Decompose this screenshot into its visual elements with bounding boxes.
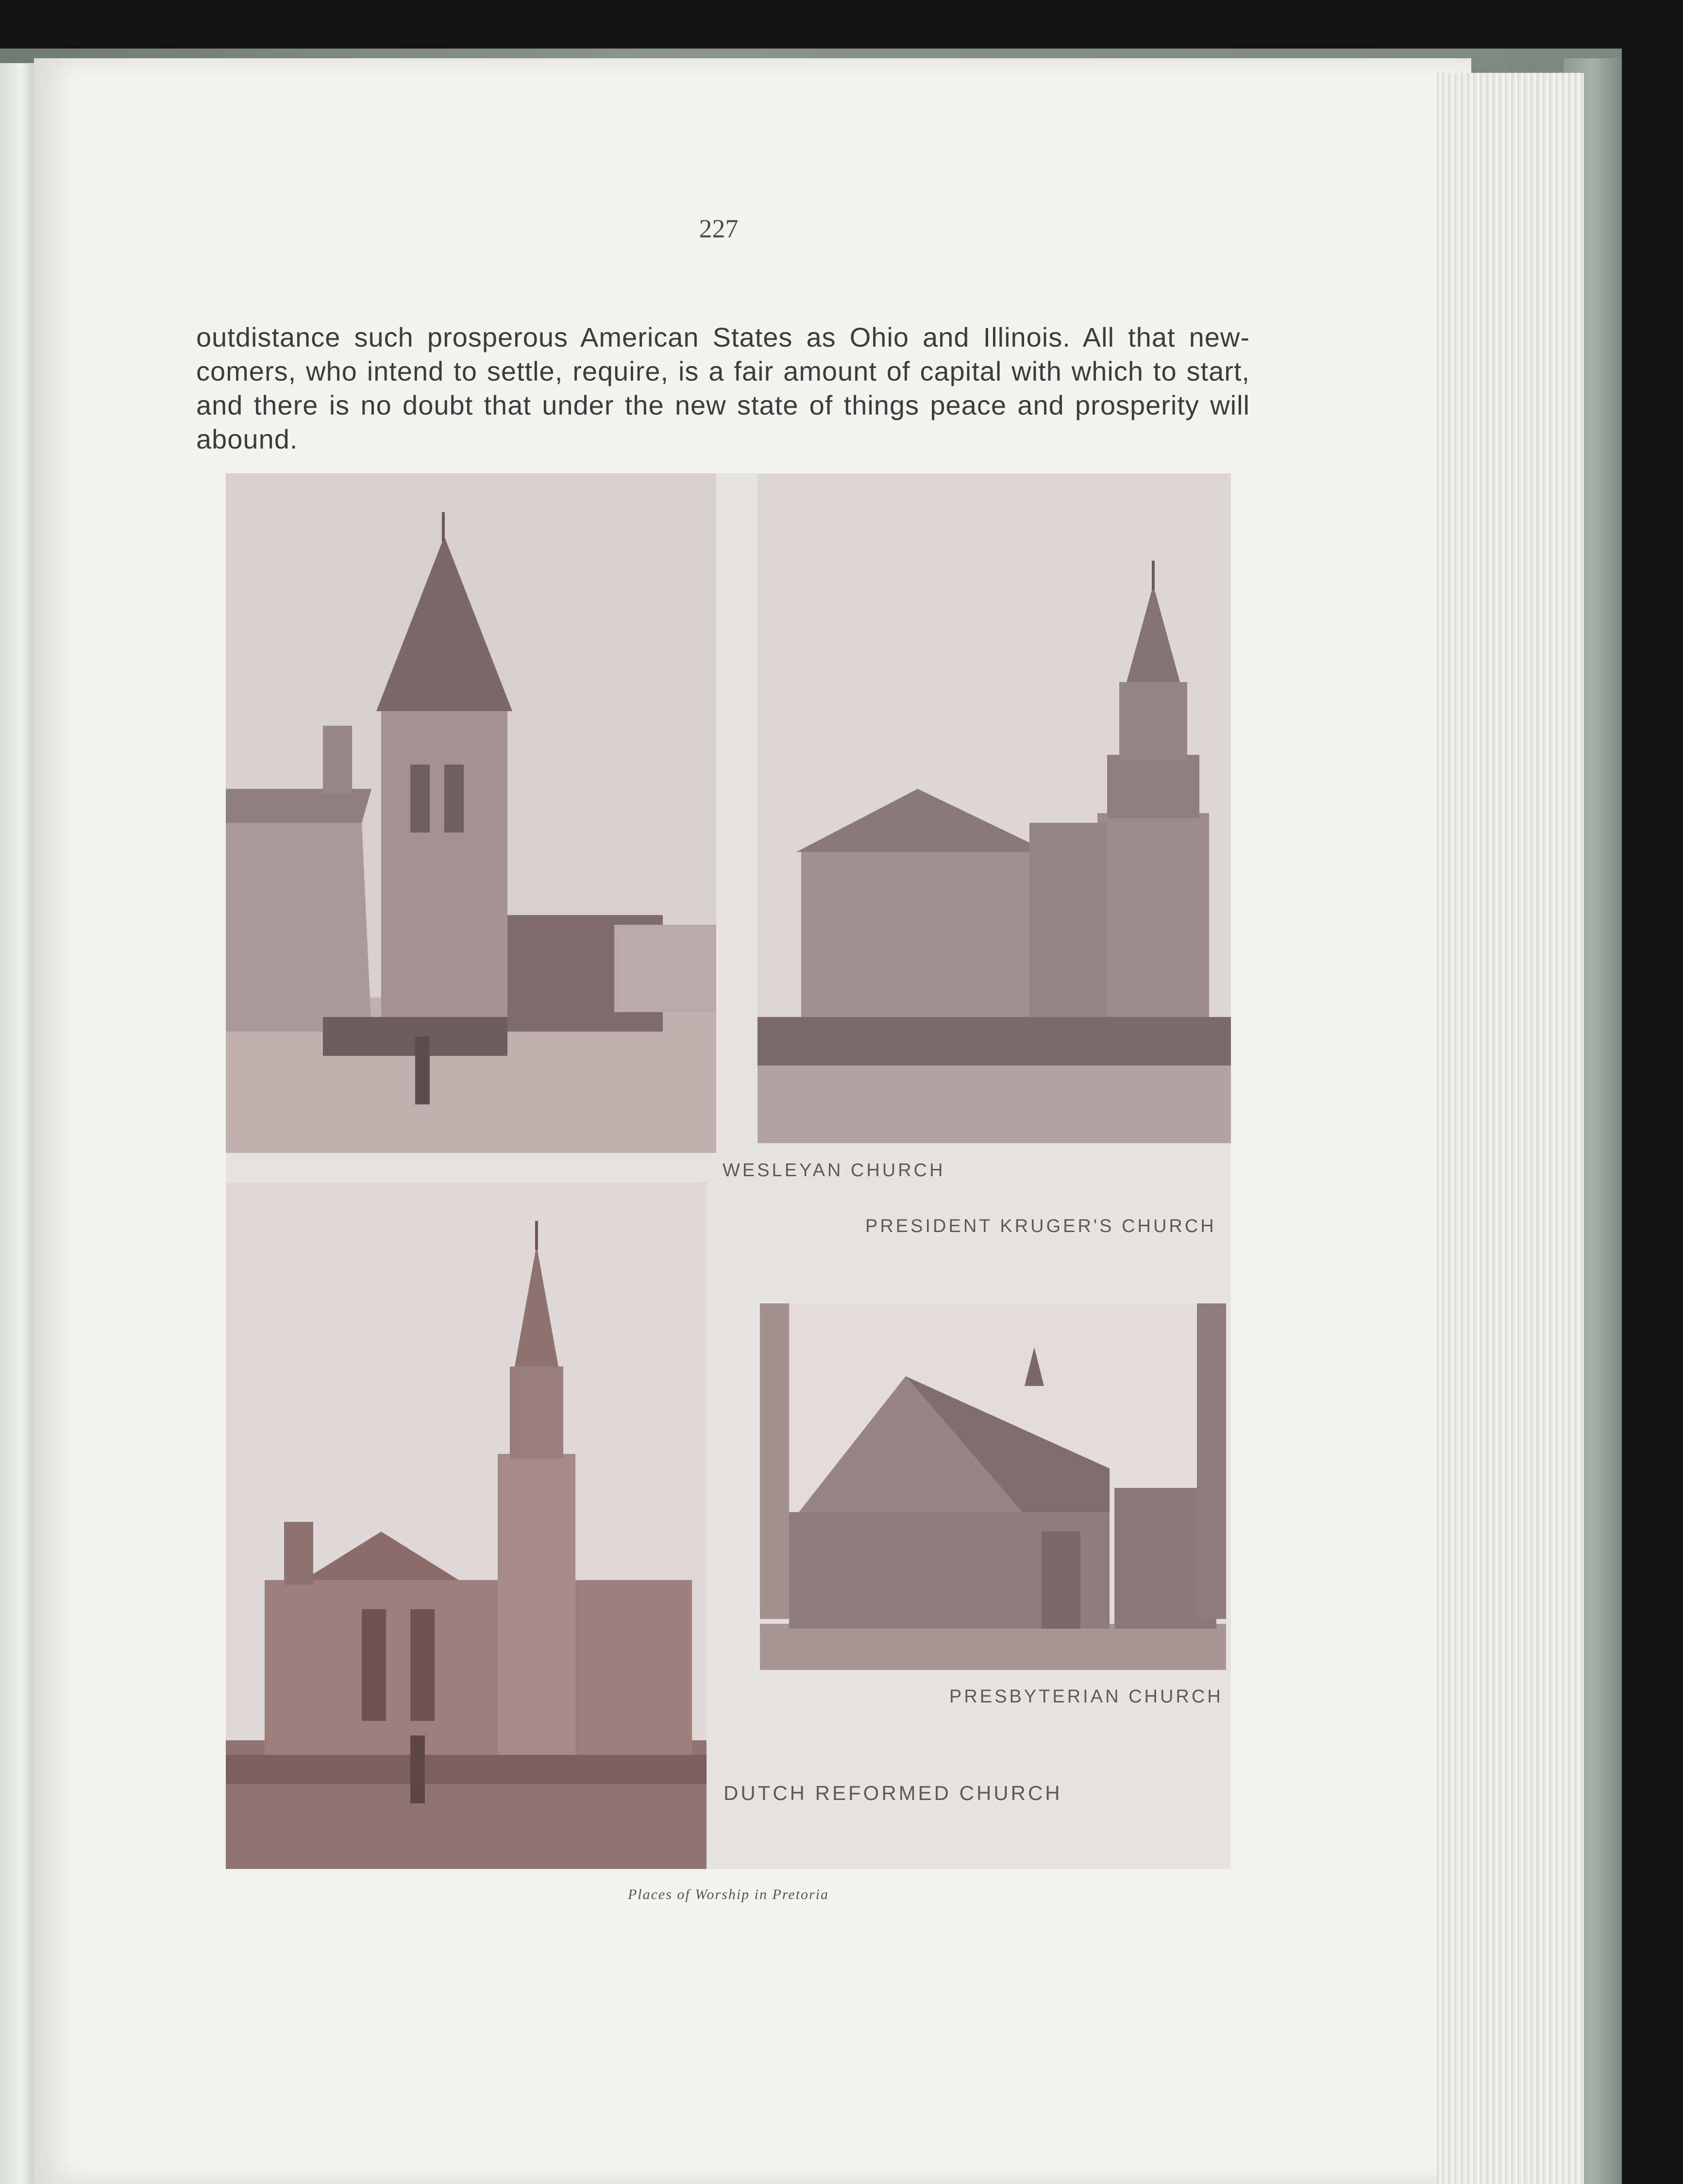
wesleyan-church-photo xyxy=(226,473,716,1153)
caption-wesleyan-church: WESLEYAN CHURCH xyxy=(723,1160,945,1181)
caption-kruger-church: PRESIDENT KRUGER'S CHURCH xyxy=(865,1216,1216,1236)
caption-dutch-reformed-church: DUTCH REFORMED CHURCH xyxy=(724,1782,1062,1804)
kruger-church-photo xyxy=(757,473,1231,1143)
page-number: 227 xyxy=(699,214,739,243)
figure-caption: Places of Worship in Pretoria xyxy=(627,1886,829,1902)
dutch-reformed-church-photo xyxy=(226,1182,707,1869)
left-page-edge xyxy=(0,63,36,2184)
caption-presbyterian-church: PRESBYTERIAN CHURCH xyxy=(949,1686,1223,1707)
presbyterian-church-photo xyxy=(760,1303,1226,1670)
page-block-edge xyxy=(1437,73,1584,2184)
body-paragraph: outdistance such prosperous American States as Ohio and Illinois. All that new-comers, who intend to settle, require, is a fair amount of capital with which to start, and there is no doubt that under the new state of things peace and prosperity will abound. xyxy=(196,322,1250,454)
